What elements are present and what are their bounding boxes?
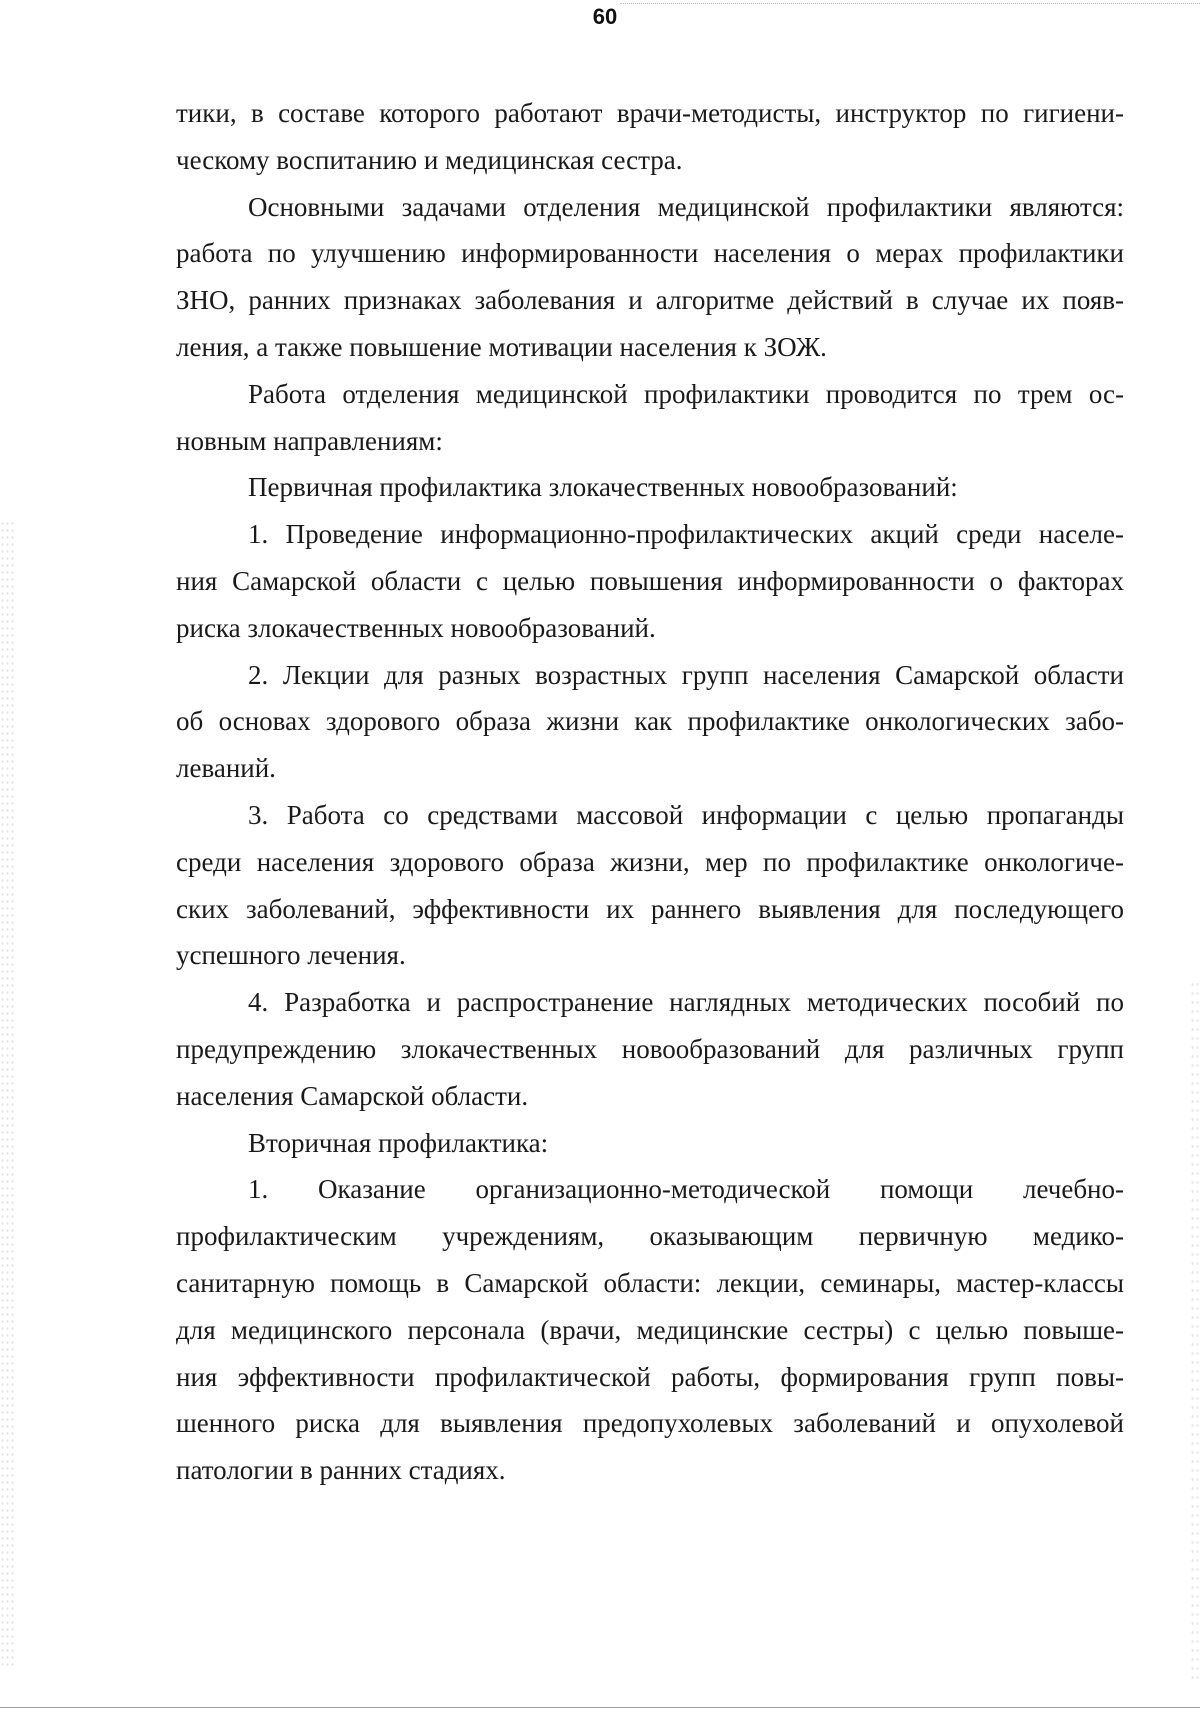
text-line: 4. Разработка и распространение наглядных методических пособий по (248, 987, 1124, 1018)
text-line: 1. Проведение информационно-профилактических акций среди населе- (248, 519, 1124, 550)
text-line: патологии в ранних стадиях. (176, 1455, 506, 1486)
text-line: новным направлениям: (176, 425, 443, 456)
text-line: для медицинского персонала (врачи, медицинские сестры) с целью повыше- (176, 1314, 1124, 1345)
text-line: предупреждению злокачественных новообразований для различных групп (176, 1033, 1124, 1064)
text-line: шенного риска для выявления предопухолевых заболеваний и опухолевой (176, 1408, 1124, 1439)
text-line: 1. Оказание организационно-методической помощи лечебно- (248, 1174, 1124, 1205)
text-line: ния эффективности профилактической работы, формирования групп повы- (176, 1361, 1124, 1392)
text-line: работа по улучшению информированности населения о мерах профилактики (176, 238, 1124, 269)
text-line: 2. Лекции для разных возрастных групп населения Самарской области (248, 659, 1124, 690)
text-line: леваний. (176, 753, 276, 784)
scan-left-edge-noise (0, 520, 14, 1670)
scan-bottom-rule (0, 1707, 1200, 1708)
body-text (176, 90, 1124, 1494)
text-line: ния Самарской области с целью повышения информированности о факторах (176, 565, 1124, 596)
text-line: Работа отделения медицинской профилактики проводится по трем ос- (248, 378, 1124, 409)
text-line: 3. Работа со средствами массовой информации с целью пропаганды (248, 799, 1124, 830)
page-number: 60 (592, 4, 618, 29)
section-heading-primary: Первичная профилактика злокачественных новообразований: (248, 472, 958, 503)
text-line: об основах здорового образа жизни как профилактике онкологических забо- (176, 706, 1124, 737)
section-heading-secondary: Вторичная профилактика: (248, 1127, 549, 1158)
text-line: Основными задачами отделения медицинской профилактики являются: (248, 191, 1124, 222)
text-line: среди населения здорового образа жизни, мер по профилактике онкологиче- (176, 846, 1124, 877)
text-line: санитарную помощь в Самарской области: лекции, семинары, мастер-классы (176, 1267, 1124, 1298)
scan-right-edge-noise (1190, 980, 1200, 1680)
text-line: профилактическим учреждениям, оказывающим первичную медико- (176, 1221, 1124, 1252)
text-line: ских заболеваний, эффективности их раннего выявления для последующего (176, 893, 1124, 924)
text-line: риска злокачественных новообразований. (176, 612, 656, 643)
text-line: населения Самарской области. (176, 1080, 529, 1111)
text-line: ЗНО, ранних признаках заболевания и алгоритме действий в случае их появ- (176, 285, 1124, 316)
text-line: тики, в составе которого работают врачи-методисты, инструктор по гигиени- (176, 98, 1124, 128)
text-line: ления, а также повышение мотивации населения к ЗОЖ. (176, 331, 827, 362)
text-line: ческому воспитанию и медицинская сестра. (176, 144, 683, 175)
text-line: успешного лечения. (176, 940, 406, 971)
